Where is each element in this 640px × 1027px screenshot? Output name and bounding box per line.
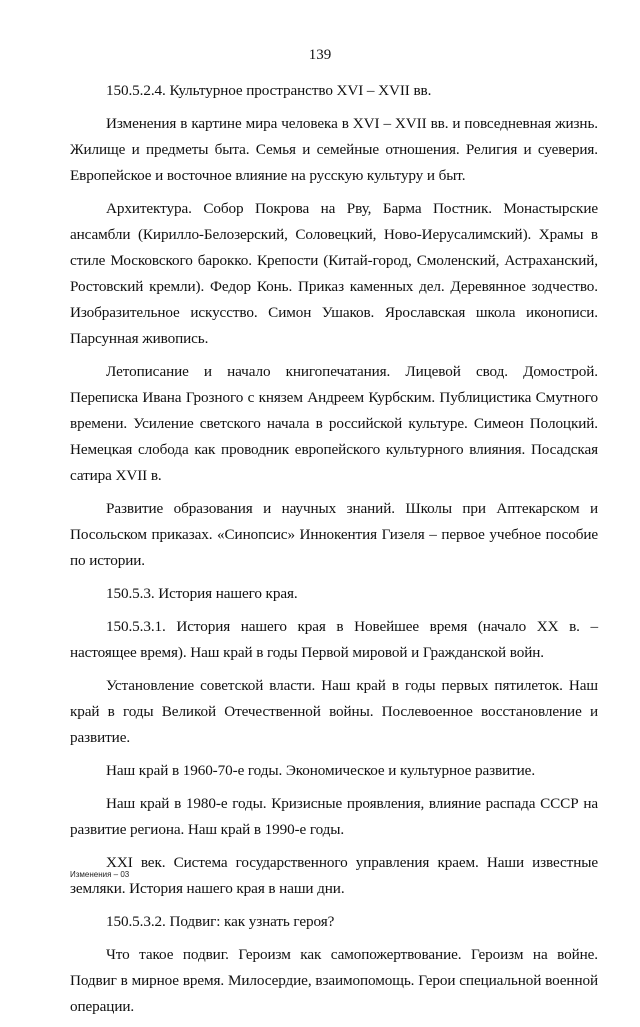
heading-cultural-space: 150.5.2.4. Культурное пространство XVI – XVII вв.	[106, 82, 432, 99]
document-body	[70, 78, 598, 1027]
paragraph-modern-era: 150.5.3.1. История нашего края в Новейшее время (начало XX в. – настоящее время). Наш край в годы Первой мировой и Гражданской войн.	[70, 618, 598, 661]
paragraph-heroism: Что такое подвиг. Героизм как самопожертвование. Героизм на войне. Подвиг в мирное время. Милосердие, взаимопомощь. Герои специальной военной операции.	[70, 946, 598, 1015]
paragraph-1980s: Наш край в 1980-е годы. Кризисные проявления, влияние распада СССР на развитие региона. Наш край в 1990-е годы.	[70, 795, 598, 838]
paragraph-education: Развитие образования и научных знаний. Школы при Аптекарском и Посольском приказах. «Синопсис» Иннокентия Гизеля – первое учебное пособие по истории.	[70, 500, 598, 569]
paragraph-worldview-daily-life: Изменения в картине мира человека в XVI – XVII вв. и повседневная жизнь. Жилище и предметы быта. Семья и семейные отношения. Религия и суеверия. Европейское и восточное влияние на русскую культуру и быт.	[70, 115, 598, 184]
paragraph-soviet-power: Установление советской власти. Наш край в годы первых пятилеток. Наш край в годы Великой Отечественной войны. Послевоенное восстановление и развитие.	[70, 677, 598, 746]
paragraph-21st-century: XXI век. Система государственного управления краем. Наши известные земляки. История нашего края в наши дни.	[70, 854, 598, 897]
page-number: 139	[308, 47, 332, 63]
paragraph-1960-70s: Наш край в 1960-70-е годы. Экономическое и культурное развитие.	[106, 762, 536, 779]
heading-heroism: 150.5.3.2. Подвиг: как узнать героя?	[106, 913, 335, 930]
heading-regional-history: 150.5.3. История нашего края.	[106, 585, 298, 602]
paragraph-architecture: Архитектура. Собор Покрова на Рву, Барма Постник. Монастырские ансамбли (Кирилло-Белозерский, Соловецкий, Ново-Иерусалимский). Храмы в стиле Московского барокко. Крепости (Китай-город, Смоленский, Астраханский, Ростовский кремли). Федор Конь. Приказ каменных дел. Деревянное зодчество. Изобразительное искусство. Симон Ушаков. Ярославская школа иконописи. Парсунная живопись.	[70, 200, 598, 347]
footer-revision-note: Изменения – 03	[70, 870, 130, 879]
paragraph-chronicles: Летописание и начало книгопечатания. Лицевой свод. Домострой. Переписка Ивана Грозного с князем Андреем Курбским. Публицистика Смутного времени. Усиление светского начала в российской культуре. Симеон Полоцкий. Немецкая слобода как проводник европейского культурного влияния. Посадская сатира XVII в.	[70, 363, 598, 484]
